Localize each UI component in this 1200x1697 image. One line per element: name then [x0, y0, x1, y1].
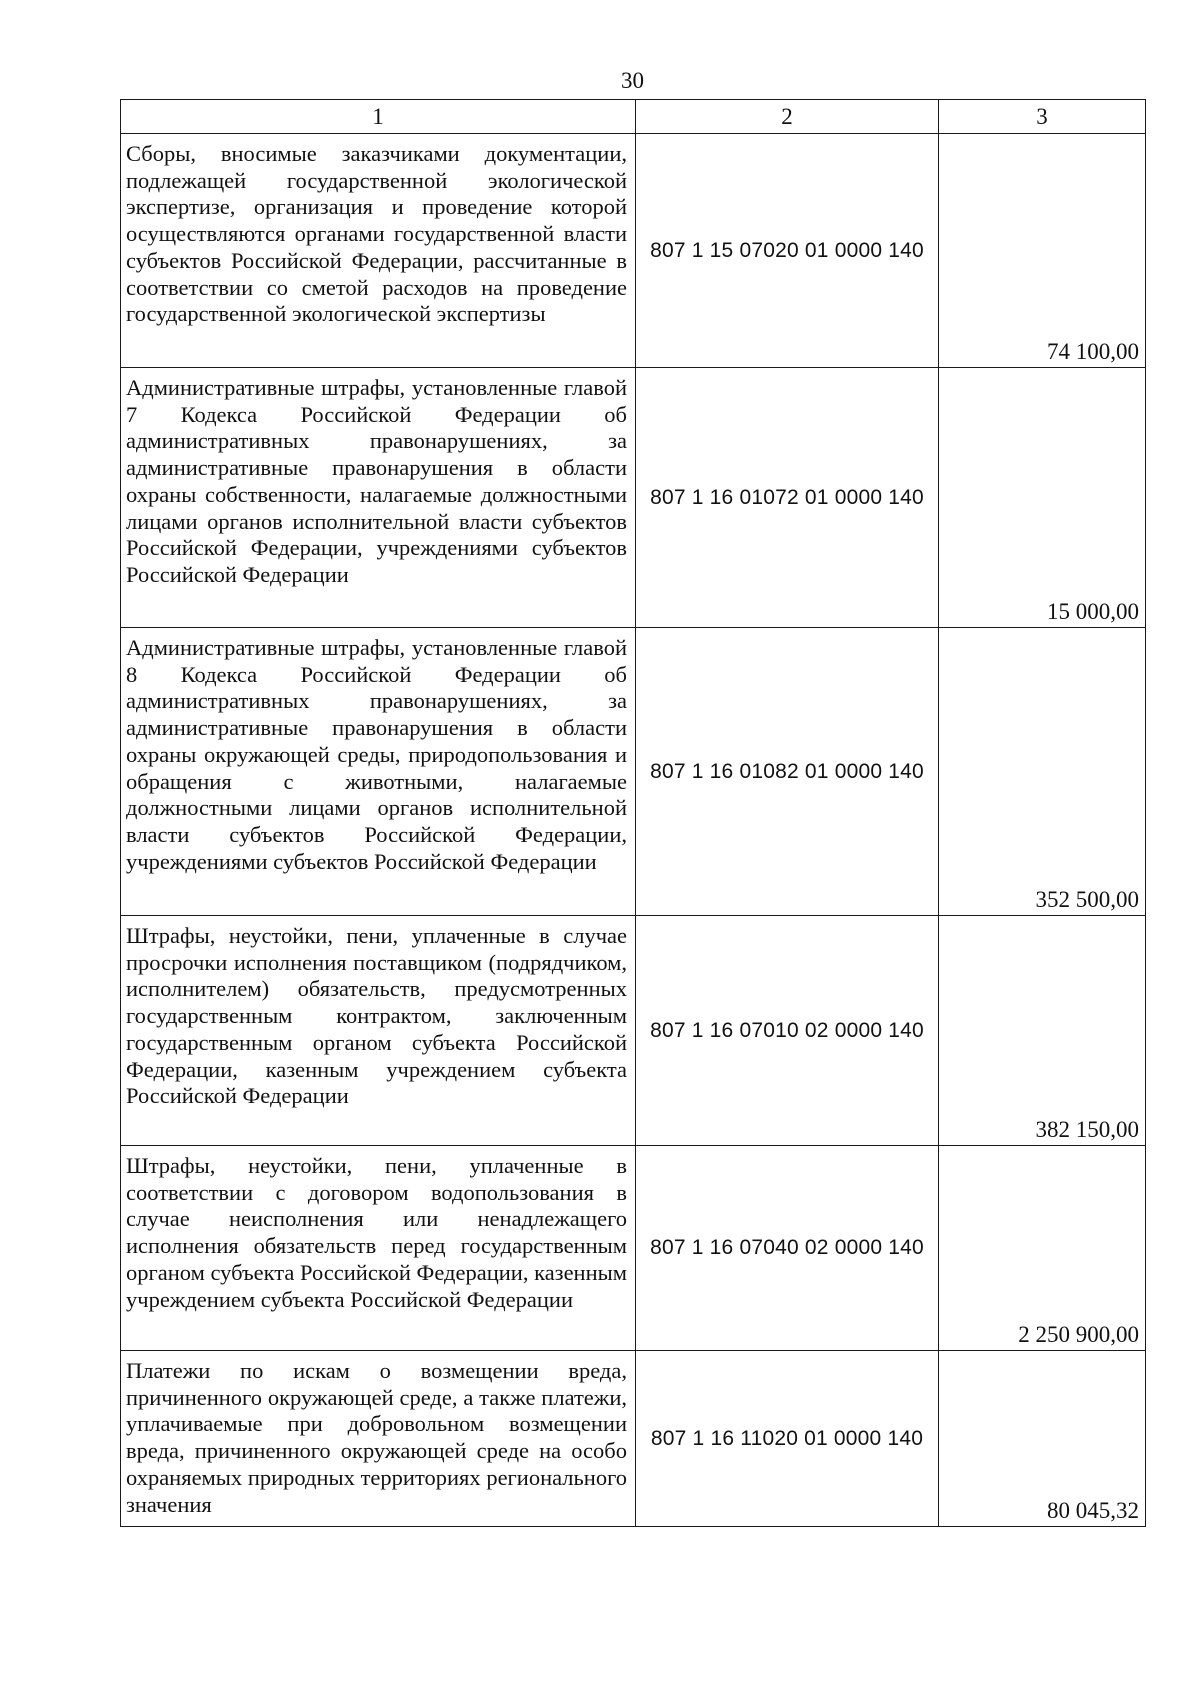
- column-header-1: 1: [121, 100, 636, 134]
- row-code: 807 1 15 07020 01 0000 140: [636, 134, 939, 368]
- row-amount: 74 100,00: [939, 134, 1146, 368]
- row-description: Административные штрафы, установленные главой 8 Кодекса Российской Федерации об административных правонарушениях, за административные правонарушения в области охраны окружающей среды, природопользования и обращения с животными, налагаемые должностными лицами органов исполнительной власти субъектов Российской Федерации, учреждениями субъектов Российской Федерации: [126, 635, 627, 874]
- table-row: [121, 134, 1146, 368]
- row-description: Административные штрафы, установленные главой 7 Кодекса Российской Федерации об административных правонарушениях, за административные правонарушения в области охраны собственности, налагаемые должностными лицами органов исполнительной власти субъектов Российской Федерации, учреждениями субъектов Российской Федерации: [126, 375, 627, 587]
- row-description-cell: [121, 1351, 636, 1527]
- table-row: [121, 1351, 1146, 1527]
- table-row: [121, 368, 1146, 628]
- row-description-cell: [121, 628, 636, 916]
- row-code: 807 1 16 07040 02 0000 140: [636, 1146, 939, 1351]
- row-description: Сборы, вносимые заказчиками документации, подлежащей государственной экологической экспертизе, организация и проведение которой осуществляются органами государственной власти субъектов Российской Федерации, рассчитанные в соответствии со сметой расходов на проведение государственной экологической экспертизы: [126, 141, 627, 327]
- row-description-cell: [121, 368, 636, 628]
- budget-table: [120, 99, 1146, 1527]
- row-code: 807 1 16 11020 01 0000 140: [636, 1351, 939, 1527]
- row-code: 807 1 16 01072 01 0000 140: [636, 368, 939, 628]
- table-row: [121, 628, 1146, 916]
- row-description-cell: [121, 916, 636, 1146]
- row-description: Штрафы, неустойки, пени, уплаченные в соответствии с договором водопользования в случае неисполнения или ненадлежащего исполнения обязательств перед государственным органом субъекта Российской Федерации, казенным учреждением субъекта Российской Федерации: [126, 1153, 627, 1312]
- table-header-row: [121, 100, 1146, 134]
- row-description: Штрафы, неустойки, пени, уплаченные в случае просрочки исполнения поставщиком (подрядчиком, исполнителем) обязательств, предусмотренных государственным контрактом, заключенным государственным органом субъекта Российской Федерации, казенным учреждением субъекта Российской Федерации: [126, 923, 627, 1109]
- row-amount: 2 250 900,00: [939, 1146, 1146, 1351]
- row-amount: 80 045,32: [939, 1351, 1146, 1527]
- table-row: [121, 916, 1146, 1146]
- column-header-2: 2: [636, 100, 939, 134]
- column-header-3: 3: [939, 100, 1146, 134]
- row-description-cell: [121, 1146, 636, 1351]
- row-amount: 15 000,00: [939, 368, 1146, 628]
- table-row: [121, 1146, 1146, 1351]
- row-description: Платежи по искам о возмещении вреда, причиненного окружающей среде, а также платежи, уплачиваемые при добровольном возмещении вреда, причиненного окружающей среде на особо охраняемых природных территориях регионального значения: [126, 1358, 627, 1517]
- row-code: 807 1 16 01082 01 0000 140: [636, 628, 939, 916]
- row-amount: 382 150,00: [939, 916, 1146, 1146]
- row-code: 807 1 16 07010 02 0000 140: [636, 916, 939, 1146]
- row-amount: 352 500,00: [939, 628, 1146, 916]
- row-description-cell: [121, 134, 636, 368]
- page-number: 30: [621, 68, 644, 93]
